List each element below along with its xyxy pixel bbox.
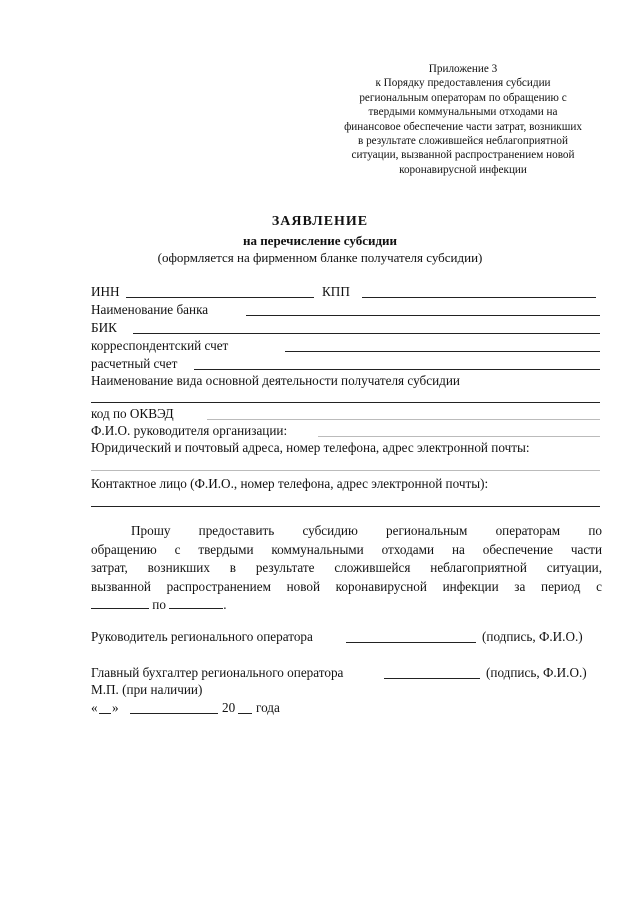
period-to-label: по: [152, 597, 166, 612]
period-start-field[interactable]: [91, 598, 149, 609]
period-line: [91, 596, 602, 615]
corr-account-label: корреспондентский счет: [91, 338, 229, 353]
accountant-signature-label: Главный бухгалтер регионального оператора: [91, 665, 344, 680]
kpp-label: КПП: [322, 284, 350, 299]
director-name-field[interactable]: [318, 436, 600, 437]
date-day-field[interactable]: [99, 713, 111, 714]
head-signature-hint: (подпись, Ф.И.О.): [482, 629, 583, 644]
year-prefix: 20: [222, 700, 236, 715]
appendix-line: коронавирусной инфекции: [399, 163, 527, 176]
addresses-field[interactable]: [91, 470, 600, 471]
appendix-line: к Порядку предоставления субсидии: [375, 77, 551, 90]
date-year-field[interactable]: [238, 713, 252, 714]
period-end-field[interactable]: [169, 598, 223, 609]
appendix-line: Приложение 3: [428, 63, 498, 75]
bik-field[interactable]: [133, 333, 600, 334]
appendix-line: твердыми коммунальными отходами на: [368, 106, 558, 119]
request-paragraph: [91, 522, 602, 615]
bik-label: БИК: [91, 320, 117, 335]
request-line: обращению с твердыми коммунальными отходами на обеспечение части: [91, 541, 602, 557]
contact-field[interactable]: [91, 506, 600, 507]
date-close-quote: »: [112, 700, 119, 715]
date-month-field[interactable]: [130, 713, 218, 714]
year-suffix: года: [256, 700, 280, 715]
request-line: вызванной распространением новой коронавирусной инфекции за период с: [91, 578, 602, 594]
document-note: (оформляется на фирменном бланке получателя субсидии): [157, 250, 483, 265]
date-open-quote: «: [91, 700, 98, 715]
addresses-label: Юридический и почтовый адреса, номер телефона, адрес электронной почты:: [91, 440, 530, 455]
head-signature-field[interactable]: [346, 642, 476, 643]
appendix-header: [318, 62, 608, 177]
period-end-dot: .: [223, 597, 227, 612]
request-line: затрат, возникших в результате сложившейся неблагоприятной ситуации,: [91, 560, 602, 575]
director-name-label: Ф.И.О. руководителя организации:: [91, 423, 288, 438]
activity-name-label: Наименование вида основной деятельности получателя субсидии: [91, 373, 460, 388]
inn-label: ИНН: [91, 284, 120, 299]
appendix-line: в результате сложившейся неблагоприятной: [358, 135, 568, 148]
bank-name-field[interactable]: [246, 315, 600, 316]
settlement-account-field[interactable]: [194, 369, 600, 370]
head-signature-label: Руководитель регионального оператора: [91, 629, 313, 644]
appendix-line: ситуации, вызванной распространением новой: [351, 149, 575, 162]
corr-account-field[interactable]: [285, 351, 600, 352]
document-title: ЗАЯВЛЕНИЕ: [271, 214, 369, 229]
request-line: Прошу предоставить субсидию региональным операторам по: [131, 523, 602, 538]
inn-field[interactable]: [126, 297, 314, 298]
document-subtitle: на перечисление субсидии: [242, 233, 398, 248]
okved-field[interactable]: [207, 419, 600, 420]
settlement-account-label: расчетный счет: [91, 356, 178, 371]
activity-name-field[interactable]: [91, 402, 600, 403]
accountant-signature-field[interactable]: [384, 678, 480, 679]
bank-name-label: Наименование банка: [91, 302, 209, 317]
contact-label: Контактное лицо (Ф.И.О., номер телефона, адрес электронной почты):: [91, 476, 489, 491]
okved-label: код по ОКВЭД: [91, 406, 174, 421]
stamp-label: М.П. (при наличии): [91, 682, 203, 697]
kpp-field[interactable]: [362, 297, 596, 298]
accountant-signature-hint: (подпись, Ф.И.О.): [486, 665, 587, 680]
appendix-line: региональным операторам по обращению с: [359, 91, 567, 104]
appendix-line: финансовое обеспечение части затрат, возникших: [344, 120, 582, 133]
